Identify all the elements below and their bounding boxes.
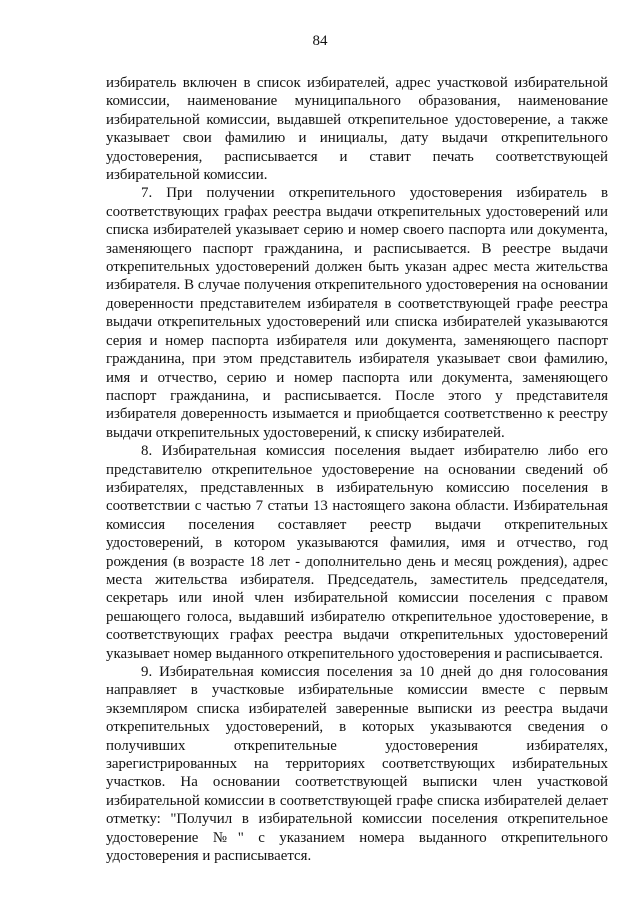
paragraph-9: 9. Избирательная комиссия поселения за 10 дней до дня голосования направляет в участковые избирательные комиссии вместе с первым экземпляром списка избирателей заверенные выписки из реестра выдачи открепительных удостоверений, в которых указываются сведения о получивших открепительные удостоверения избирателях, зарегистрированных на территориях соответствующих избирательных участков. На основании соответствующей выписки член участковой избирательной комиссии в соответствующей графе списка избирателей делает отметку: "Получил в избирательной комиссии поселения открепительное удостоверение №" с указанием номера выданного открепительного удостоверения и расписывается.	[106, 664, 608, 865]
paragraph-7: 7. При получении открепительного удостоверения избиратель в соответствующих графах реестра выдачи открепительных удостоверений или списка избирателей указывает серию и номер своего паспорта или документа, заменяющего паспорт гражданина, и расписывается. В реестре выдачи открепительных удостоверений должен быть указан адрес места жительства избирателя. В случае получения открепительного удостоверения на основании доверенности представителем избирателя в соответствующей графе реестра выдачи открепительных удостоверений или списка избирателей указываются серия и номер паспорта избирателя или документа, заменяющего паспорт гражданина, при этом представитель избирателя указывает свои фамилию, имя и отчество, серию и номер паспорта или документа, заменяющего паспорт гражданина, и расписывается. После этого у представителя избирателя доверенность изымается и приобщается соответственно к реестру выдачи открепительных удостоверений, к списку избирателей.	[106, 185, 608, 441]
document-body	[106, 74, 608, 865]
paragraph-8: 8. Избирательная комиссия поселения выдает избирателю либо его представителю открепительное удостоверение на основании сведений об избирателях, представленных в избирательную комиссию поселения в соответствии с частью 7 статьи 13 настоящего закона области. Избирательная комиссия поселения составляет реестр выдачи открепительных удостоверений, в котором указываются фамилия, имя и отчество, год рождения (в возрасте 18 лет - дополнительно день и месяц рождения), адрес места жительства избирателя. Председатель, заместитель председателя, секретарь или иной член избирательной комиссии поселения с правом решающего голоса, выдавший избирателю открепительное удостоверение, в соответствующих графах реестра выдачи открепительных удостоверений указывает номер выданного открепительного удостоверения и расписывается.	[106, 443, 608, 662]
page-number: 84	[312, 33, 328, 49]
paragraph-continuation: избиратель включен в список избирателей, адрес участковой избирательной комиссии, наименование муниципального образования, наименование избирательной комиссии, выдавшей открепительное удостоверение, а также указывает свои фамилию и инициалы, дату выдачи открепительного удостоверения, расписывается и ставит печать соответствующей избирательной комиссии.	[106, 75, 608, 184]
